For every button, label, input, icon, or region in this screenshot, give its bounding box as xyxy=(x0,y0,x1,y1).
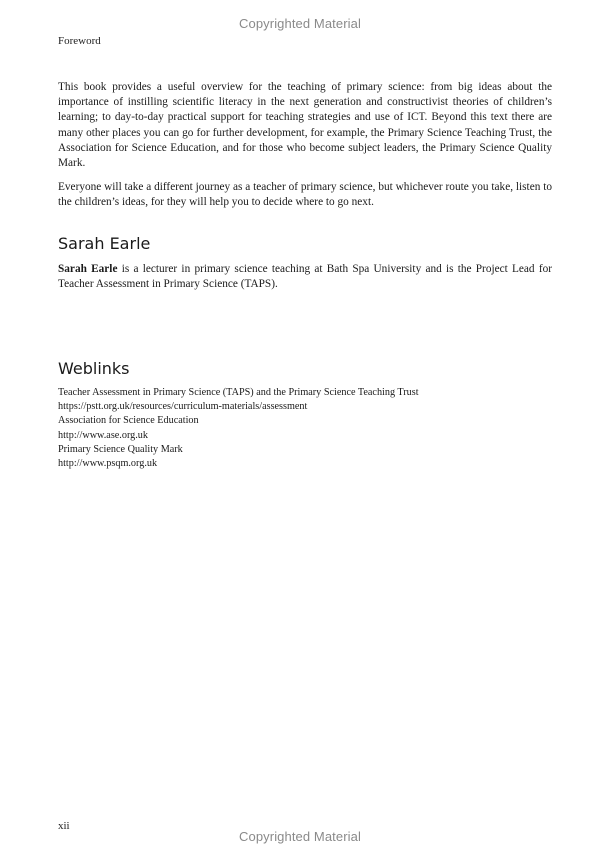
author-heading: Sarah Earle xyxy=(58,234,151,253)
foreword-paragraph-2: Everyone will take a different journey as a teacher of primary science, but whichever route you take, listen to the children’s ideas, for they will help you to decide where to go next. xyxy=(58,181,552,209)
weblinks-list xyxy=(58,386,552,471)
weblink-url-ase: http://www.ase.org.uk xyxy=(58,429,148,441)
page-number: xii xyxy=(58,820,70,832)
weblink-url-psqm: http://www.psqm.org.uk xyxy=(58,458,158,470)
foreword-body xyxy=(58,80,552,220)
weblink-title-ase: Association for Science Education xyxy=(58,415,199,427)
author-bio-text: is a lecturer in primary science teaching at Bath Spa University and is the Project Lead for Teacher Assessment in Primary Science (TAPS). xyxy=(58,263,552,291)
running-head: Foreword xyxy=(58,35,101,47)
weblink-title-taps: Teacher Assessment in Primary Science (TAPS) and the Primary Science Teaching Trust xyxy=(58,387,419,398)
weblink-title-psqm: Primary Science Quality Mark xyxy=(58,443,183,455)
copyright-watermark-top: Copyrighted Material xyxy=(239,16,361,31)
foreword-paragraph-1: This book provides a useful overview for the teaching of primary science: from big ideas about the importance of instilling scientific literacy in the next generation and constructivist theories of children’s learning; to day-to-day practical support for teaching strategies and use of ICT. Beyond this text there are many other places you can go for further development, for example, the Primary Science Teaching Trust, the Association for Science Education, and for those who become subject leaders, the Primary Science Quality Mark. xyxy=(58,81,552,170)
weblink-url-pstt: https://pstt.org.uk/resources/curriculum-materials/assessment xyxy=(58,401,308,413)
weblinks-heading: Weblinks xyxy=(58,359,130,378)
copyright-watermark-bottom: Copyrighted Material xyxy=(239,829,361,844)
author-bio xyxy=(58,262,552,301)
author-name: Sarah Earle xyxy=(58,263,118,275)
